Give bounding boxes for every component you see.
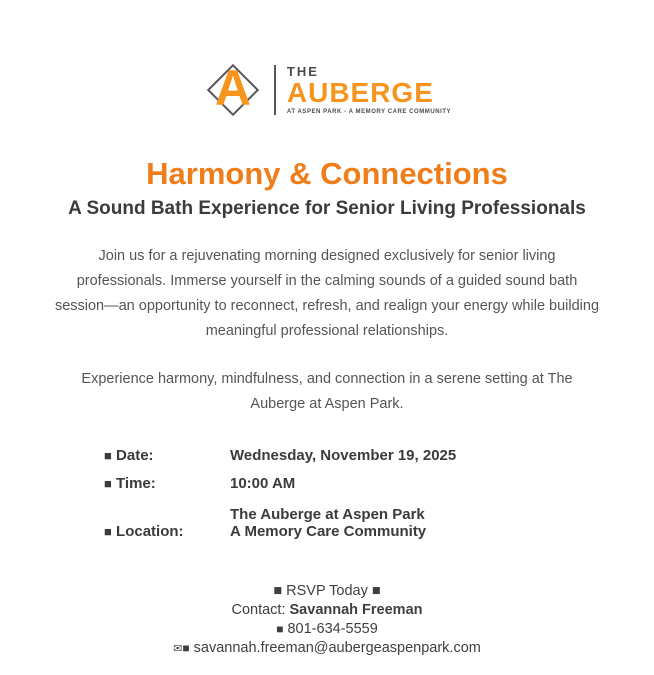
- page-subtitle: A Sound Bath Experience for Senior Living Professionals: [68, 197, 586, 219]
- rsvp-today-line: ■ RSVP Today ■: [273, 582, 381, 599]
- time-value: 10:00 AM: [230, 474, 296, 492]
- logo-auberge-text: AUBERGE: [286, 76, 434, 108]
- time-label: [104, 475, 230, 492]
- square-bullet-icon: ■: [182, 640, 190, 655]
- contact-name: Savannah Freeman: [289, 601, 423, 618]
- logo-divider: [274, 65, 276, 115]
- date-label: [104, 447, 230, 464]
- square-bullet-icon: ■: [104, 475, 112, 491]
- square-bullet-icon: ■: [276, 621, 284, 636]
- email-address: savannah.freeman@aubergeaspenpark.com: [193, 639, 481, 656]
- logo-letter-a: A: [214, 60, 251, 116]
- detail-row-location: [104, 506, 654, 540]
- event-details: [104, 447, 654, 540]
- logo-diamond-monogram: [203, 60, 263, 120]
- auberge-logo: [0, 60, 654, 120]
- logo-tagline: AT ASPEN PARK - A MEMORY CARE COMMUNITY: [286, 109, 452, 116]
- contact-label: Contact:: [231, 601, 286, 618]
- logo-wordmark: [287, 65, 451, 115]
- location-label-text: Location:: [116, 522, 184, 540]
- envelope-icon: ✉: [173, 642, 183, 655]
- page-title: Harmony & Connections: [146, 156, 508, 191]
- detail-row-date: [104, 447, 654, 464]
- phone-line: [0, 620, 654, 639]
- date-label-text: Date:: [116, 446, 154, 464]
- location-label: [104, 523, 230, 540]
- time-label-text: Time:: [116, 474, 156, 492]
- square-bullet-icon: ■: [104, 447, 112, 463]
- location-value-line2: A Memory Care Community: [230, 522, 427, 540]
- square-bullet-icon: ■: [104, 523, 112, 539]
- detail-row-time: [104, 475, 654, 492]
- contact-line: [0, 601, 654, 620]
- experience-paragraph: Experience harmony, mindfulness, and connection in a serene setting at The Auberge at Aspen Park.: [81, 370, 573, 412]
- email-line: [0, 639, 654, 659]
- location-value: [230, 506, 426, 540]
- location-value-line1: The Auberge at Aspen Park: [230, 505, 425, 523]
- intro-paragraph: Join us for a rejuvenating morning designed exclusively for senior living professionals. Immerse yourself in the calming sounds of a guided sound bath session—an opportunity to reconnect, refresh, and realign your energy while building meaningful professional relationships.: [54, 247, 600, 339]
- date-value: Wednesday, November 19, 2025: [230, 446, 457, 464]
- phone-number: 801-634-5559: [287, 620, 378, 637]
- logo-the-text: THE: [286, 63, 319, 79]
- rsvp-footer: [0, 582, 654, 659]
